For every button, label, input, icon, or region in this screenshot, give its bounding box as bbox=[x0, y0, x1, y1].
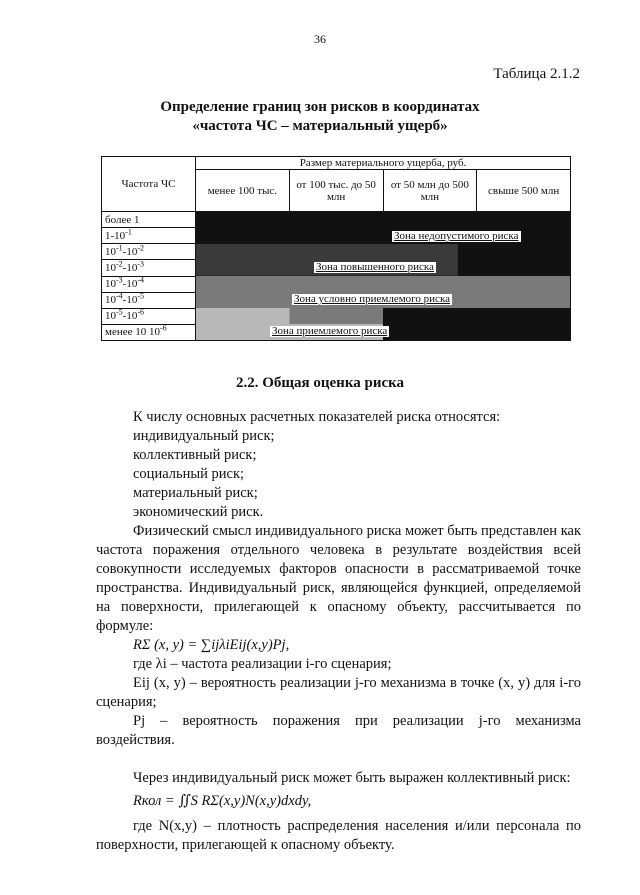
zone-label-unacceptable: Зона недопустимого риска bbox=[394, 230, 519, 242]
where-n: где N(x,y) – плотность распределения населения и/или персонала по поверхности, прилегающей к опасному объекту. bbox=[96, 818, 581, 853]
zone-label-elevated: Зона повышенного риска bbox=[316, 261, 434, 273]
zone-area bbox=[196, 212, 571, 341]
frequency-row-label: $10^{-4}-10^{-5}$ bbox=[102, 292, 196, 308]
frequency-row-label: $10^{-2}-10^{-3}$ bbox=[102, 260, 196, 276]
table-caption: Таблица 2.1.2 bbox=[493, 66, 580, 82]
list-item: коллективный риск; bbox=[133, 447, 257, 463]
where-lambda: где λi – частота реализации i-го сценария; bbox=[133, 656, 392, 672]
frequency-row-label: $10^{-1}-10^{-2}$ bbox=[102, 244, 196, 260]
frequency-row-label: более 1 bbox=[102, 212, 196, 228]
damage-header: Размер материального ущерба, руб. bbox=[196, 157, 571, 170]
column-header: свыше 500 млн bbox=[477, 170, 571, 212]
frequency-row-label: $1-10^{-1}$ bbox=[102, 228, 196, 244]
list-item: социальный риск; bbox=[133, 466, 245, 482]
column-header: менее 100 тыс. bbox=[196, 170, 290, 212]
table-title-line-2: «частота ЧС – материальный ущерб» bbox=[192, 118, 448, 134]
collective-risk-formula: Rкол = ∬S RΣ(x,y)N(x,y)dxdy, bbox=[133, 793, 312, 809]
frequency-row-label: менее 10 $10^{-6}$ bbox=[102, 324, 196, 340]
risk-zone-table bbox=[101, 156, 571, 341]
list-item: индивидуальный риск; bbox=[133, 428, 275, 444]
table-title-line-1: Определение границ зон рисков в координатах bbox=[160, 99, 480, 115]
frequency-row-label: $10^{-5}-10^{-6}$ bbox=[102, 308, 196, 324]
table-title bbox=[0, 98, 640, 136]
collective-risk-paragraph: Через индивидуальный риск может быть выражен коллективный риск: bbox=[133, 770, 571, 786]
intro-paragraph: К числу основных расчетных показателей риска относятся: bbox=[133, 409, 501, 425]
page-number: 36 bbox=[314, 32, 326, 46]
zone-label-conditional: Зона условно приемлемого риска bbox=[294, 293, 450, 305]
zone-map bbox=[196, 212, 570, 340]
list-item: экономический риск. bbox=[133, 504, 264, 520]
frequency-row-label: $10^{-3}-10^{-4}$ bbox=[102, 276, 196, 292]
section-title: 2.2. Общая оценка риска bbox=[235, 375, 405, 391]
where-p: Pj – вероятность поражения при реализации j-го механизма воздействия. bbox=[96, 713, 581, 748]
individual-risk-formula: RΣ (x, y) = ∑ijλiEij(x,y)Pj, bbox=[133, 637, 290, 653]
individual-risk-paragraph: Физический смысл индивидуального риска может быть представлен как частота поражения отдельного человека в результате воздействия всей совокупности исследуемых факторов опасности в рассматриваемой точке пространства. Индивидуальный риск, являющейся функцией, определяемой на поверхности, прилегающей к опасному объекту, рассчитывается по формуле: bbox=[96, 523, 581, 634]
column-header: от 100 тыс. до 50 млн bbox=[289, 170, 383, 212]
list-item: материальный риск; bbox=[133, 485, 258, 501]
frequency-header: Частота ЧС bbox=[102, 157, 196, 212]
risk-list bbox=[96, 427, 581, 522]
where-e: Eij (x, y) – вероятность реализации j-го механизма в точке (x, y) для i-го сценария; bbox=[96, 675, 581, 710]
body-text bbox=[96, 408, 581, 855]
zone-label-acceptable: Зона приемлемого риска bbox=[272, 325, 388, 337]
column-header: от 50 млн до 500 млн bbox=[383, 170, 477, 212]
